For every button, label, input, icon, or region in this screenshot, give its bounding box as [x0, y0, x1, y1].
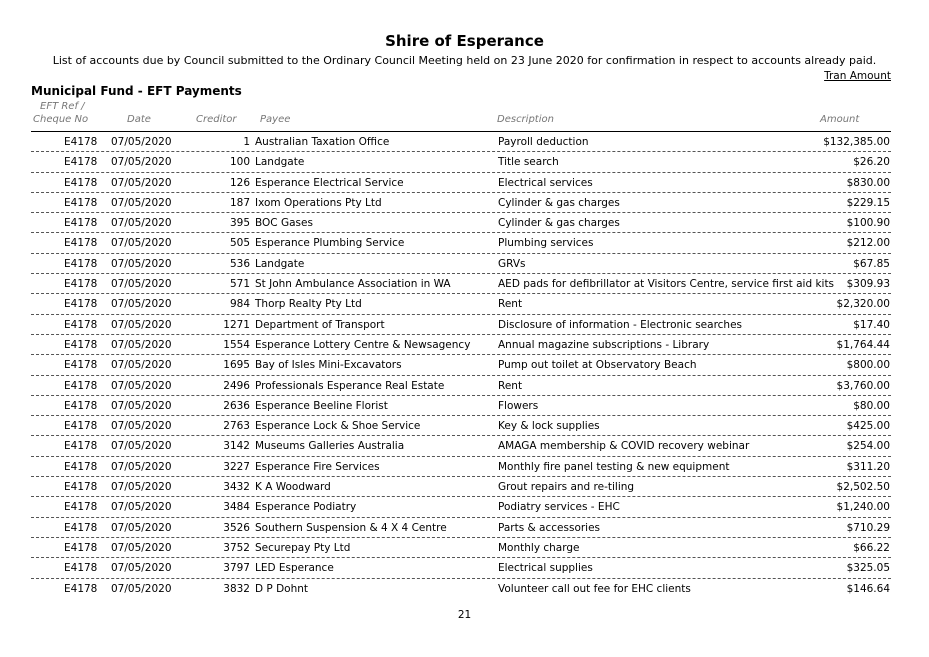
cell-description: AED pads for defibrillator at Visitors Centre, service first aid kits	[498, 278, 835, 291]
cell-date: 07/05/2020	[111, 318, 172, 331]
cell-amount: $229.15	[846, 196, 890, 209]
cell-payee: Esperance Electrical Service	[255, 176, 404, 189]
table-header	[0, 101, 929, 131]
cell-description: Monthly charge	[498, 541, 580, 554]
cell-description: Cylinder & gas charges	[498, 196, 620, 209]
cell-creditor: 3432	[223, 481, 250, 494]
cell-date: 07/05/2020	[111, 196, 172, 209]
cell-date: 07/05/2020	[111, 156, 172, 169]
cell-description: Electrical services	[498, 176, 593, 189]
cell-amount: $800.00	[846, 359, 890, 372]
cell-date: 07/05/2020	[111, 217, 172, 230]
page-number: 21	[457, 609, 472, 621]
cell-ref: E4178	[64, 582, 98, 595]
cell-ref: E4178	[64, 217, 98, 230]
header-date: Date	[127, 114, 151, 125]
table-row	[31, 254, 891, 274]
cell-creditor: 3142	[223, 440, 250, 453]
cell-creditor: 3752	[223, 541, 250, 554]
cell-payee: Department of Transport	[255, 318, 385, 331]
cell-amount: $1,240.00	[836, 501, 890, 514]
header-creditor: Creditor	[196, 114, 237, 125]
cell-amount: $3,760.00	[836, 379, 890, 392]
table-row	[31, 579, 891, 599]
cell-date: 07/05/2020	[111, 420, 172, 433]
cell-amount: $67.85	[853, 257, 890, 270]
cell-date: 07/05/2020	[111, 521, 172, 534]
table-row	[31, 274, 891, 294]
cell-payee: Ixom Operations Pty Ltd	[255, 196, 382, 209]
header-description: Description	[497, 114, 554, 125]
cell-ref: E4178	[64, 318, 98, 331]
table-row	[31, 457, 891, 477]
cell-creditor: 1271	[223, 318, 250, 331]
cell-creditor: 395	[229, 217, 250, 230]
cell-creditor: 3797	[223, 562, 250, 575]
cell-payee: Bay of Isles Mini-Excavators	[255, 359, 402, 372]
page-subtitle: List of accounts due by Council submitted to the Ordinary Council Meeting held on 23 June 2020 for confirmation in respect to accounts already paid.	[52, 54, 877, 67]
cell-payee: Esperance Lock & Shoe Service	[255, 420, 421, 433]
table-row	[31, 152, 891, 172]
cell-creditor: 2763	[223, 420, 250, 433]
cell-payee: Landgate	[255, 257, 305, 270]
cell-payee: Professionals Esperance Real Estate	[255, 379, 445, 392]
table-row	[31, 376, 891, 396]
cell-description: Podiatry services - EHC	[498, 501, 620, 514]
cell-creditor: 984	[229, 298, 250, 311]
tran-amount-label: Tran Amount	[824, 70, 891, 82]
cell-description: Payroll deduction	[498, 136, 589, 148]
cell-date: 07/05/2020	[111, 582, 172, 595]
cell-ref: E4178	[64, 196, 98, 209]
header-amount: Amount	[820, 114, 860, 125]
cell-ref: E4178	[64, 257, 98, 270]
page-title: Shire of Esperance	[385, 32, 544, 50]
cell-amount: $212.00	[846, 237, 890, 250]
table-row	[31, 173, 891, 193]
table-row	[31, 233, 891, 253]
cell-ref: E4178	[64, 278, 98, 291]
cell-creditor: 571	[229, 278, 250, 291]
cell-ref: E4178	[64, 237, 98, 250]
table-row	[31, 416, 891, 436]
table-row	[31, 477, 891, 497]
cell-description: Electrical supplies	[498, 562, 593, 575]
cell-ref: E4178	[64, 501, 98, 514]
cell-date: 07/05/2020	[111, 541, 172, 554]
cell-description: Grout repairs and re-tiling	[498, 481, 635, 494]
cell-amount: $26.20	[853, 156, 890, 169]
table-row	[31, 396, 891, 416]
cell-payee: Securepay Pty Ltd	[255, 541, 351, 554]
cell-creditor: 3526	[223, 521, 250, 534]
cell-amount: $311.20	[846, 460, 890, 473]
table-row	[31, 315, 891, 335]
cell-payee: St John Ambulance Association in WA	[255, 278, 451, 291]
cell-creditor: 3227	[223, 460, 250, 473]
cell-amount: $1,764.44	[836, 338, 890, 351]
cell-description: Cylinder & gas charges	[498, 217, 620, 230]
cell-date: 07/05/2020	[111, 237, 172, 250]
cell-description: Rent	[498, 379, 523, 392]
cell-payee: Thorp Realty Pty Ltd	[255, 298, 362, 311]
cell-ref: E4178	[64, 562, 98, 575]
table-row	[31, 132, 891, 152]
cell-description: Parts & accessories	[498, 521, 601, 534]
cell-description: Annual magazine subscriptions - Library	[498, 338, 710, 351]
cell-date: 07/05/2020	[111, 501, 172, 514]
cell-description: Title search	[498, 156, 559, 169]
cell-ref: E4178	[64, 359, 98, 372]
header-payee: Payee	[260, 114, 291, 125]
table-row	[31, 193, 891, 213]
cell-ref: E4178	[64, 521, 98, 534]
cell-creditor: 100	[229, 156, 250, 169]
cell-date: 07/05/2020	[111, 136, 172, 148]
cell-date: 07/05/2020	[111, 278, 172, 291]
table-row	[31, 213, 891, 233]
cell-creditor: 3484	[223, 501, 250, 514]
cell-payee: BOC Gases	[255, 217, 313, 230]
cell-date: 07/05/2020	[111, 460, 172, 473]
cell-amount: $325.05	[846, 562, 890, 575]
cell-description: Plumbing services	[498, 237, 594, 250]
cell-creditor: 1	[243, 136, 250, 148]
cell-payee: LED Esperance	[255, 562, 334, 575]
cell-payee: Esperance Beeline Florist	[255, 399, 388, 412]
cell-payee: Landgate	[255, 156, 305, 169]
section-title: Municipal Fund - EFT Payments	[31, 84, 242, 98]
cell-ref: E4178	[64, 156, 98, 169]
cell-creditor: 2636	[223, 399, 250, 412]
cell-amount: $80.00	[853, 399, 890, 412]
cell-description: Disclosure of information - Electronic searches	[498, 318, 743, 331]
table-row	[31, 355, 891, 375]
table-row	[31, 335, 891, 355]
table-row	[31, 538, 891, 558]
cell-amount: $425.00	[846, 420, 890, 433]
cell-payee: K A Woodward	[255, 481, 331, 494]
table-row	[31, 497, 891, 517]
cell-ref: E4178	[64, 298, 98, 311]
table-row	[31, 436, 891, 456]
cell-amount: $2,320.00	[836, 298, 890, 311]
table-row	[31, 518, 891, 538]
cell-creditor: 2496	[223, 379, 250, 392]
cell-amount: $66.22	[853, 541, 890, 554]
cell-payee: Australian Taxation Office	[255, 136, 390, 148]
cell-payee: Esperance Podiatry	[255, 501, 357, 514]
cell-amount: $309.93	[846, 278, 890, 291]
cell-payee: Esperance Fire Services	[255, 460, 380, 473]
cell-date: 07/05/2020	[111, 257, 172, 270]
cell-date: 07/05/2020	[111, 379, 172, 392]
cell-date: 07/05/2020	[111, 481, 172, 494]
cell-description: Flowers	[498, 399, 539, 412]
cell-date: 07/05/2020	[111, 338, 172, 351]
cell-creditor: 536	[229, 257, 250, 270]
cell-description: Rent	[498, 298, 523, 311]
cell-amount: $254.00	[846, 440, 890, 453]
header-ref-line2: Cheque No	[33, 114, 89, 125]
cell-amount: $710.29	[846, 521, 890, 534]
cell-description: GRVs	[498, 257, 526, 270]
cell-creditor: 126	[229, 176, 250, 189]
payments-table	[0, 132, 929, 599]
cell-creditor: 505	[229, 237, 250, 250]
cell-date: 07/05/2020	[111, 359, 172, 372]
cell-amount: $830.00	[846, 176, 890, 189]
cell-amount: $146.64	[846, 582, 890, 595]
cell-ref: E4178	[64, 440, 98, 453]
cell-description: Key & lock supplies	[498, 420, 600, 433]
table-row	[31, 558, 891, 578]
table-row	[31, 294, 891, 314]
cell-ref: E4178	[64, 460, 98, 473]
cell-ref: E4178	[64, 399, 98, 412]
cell-ref: E4178	[64, 541, 98, 554]
cell-description: Monthly fire panel testing & new equipment	[498, 460, 730, 473]
cell-amount: $132,385.00	[823, 136, 890, 148]
cell-creditor: 187	[229, 196, 250, 209]
cell-payee: D P Dohnt	[255, 582, 309, 595]
cell-date: 07/05/2020	[111, 399, 172, 412]
header-ref-line1: EFT Ref /	[40, 101, 85, 112]
cell-payee: Southern Suspension & 4 X 4 Centre	[255, 521, 447, 534]
cell-ref: E4178	[64, 420, 98, 433]
cell-creditor: 1554	[223, 338, 250, 351]
cell-amount: $2,502.50	[836, 481, 890, 494]
cell-amount: $100.90	[846, 217, 890, 230]
cell-ref: E4178	[64, 338, 98, 351]
cell-creditor: 3832	[223, 582, 250, 595]
cell-date: 07/05/2020	[111, 298, 172, 311]
cell-description: Pump out toilet at Observatory Beach	[498, 359, 697, 372]
cell-date: 07/05/2020	[111, 440, 172, 453]
cell-payee: Esperance Plumbing Service	[255, 237, 405, 250]
cell-ref: E4178	[64, 481, 98, 494]
cell-ref: E4178	[64, 379, 98, 392]
cell-description: AMAGA membership & COVID recovery webinar	[498, 440, 750, 453]
cell-payee: Museums Galleries Australia	[255, 440, 405, 453]
cell-ref: E4178	[64, 136, 98, 148]
cell-date: 07/05/2020	[111, 562, 172, 575]
cell-ref: E4178	[64, 176, 98, 189]
cell-description: Volunteer call out fee for EHC clients	[498, 582, 691, 595]
cell-payee: Esperance Lottery Centre & Newsagency	[255, 338, 471, 351]
cell-creditor: 1695	[223, 359, 250, 372]
cell-date: 07/05/2020	[111, 176, 172, 189]
cell-amount: $17.40	[853, 318, 890, 331]
